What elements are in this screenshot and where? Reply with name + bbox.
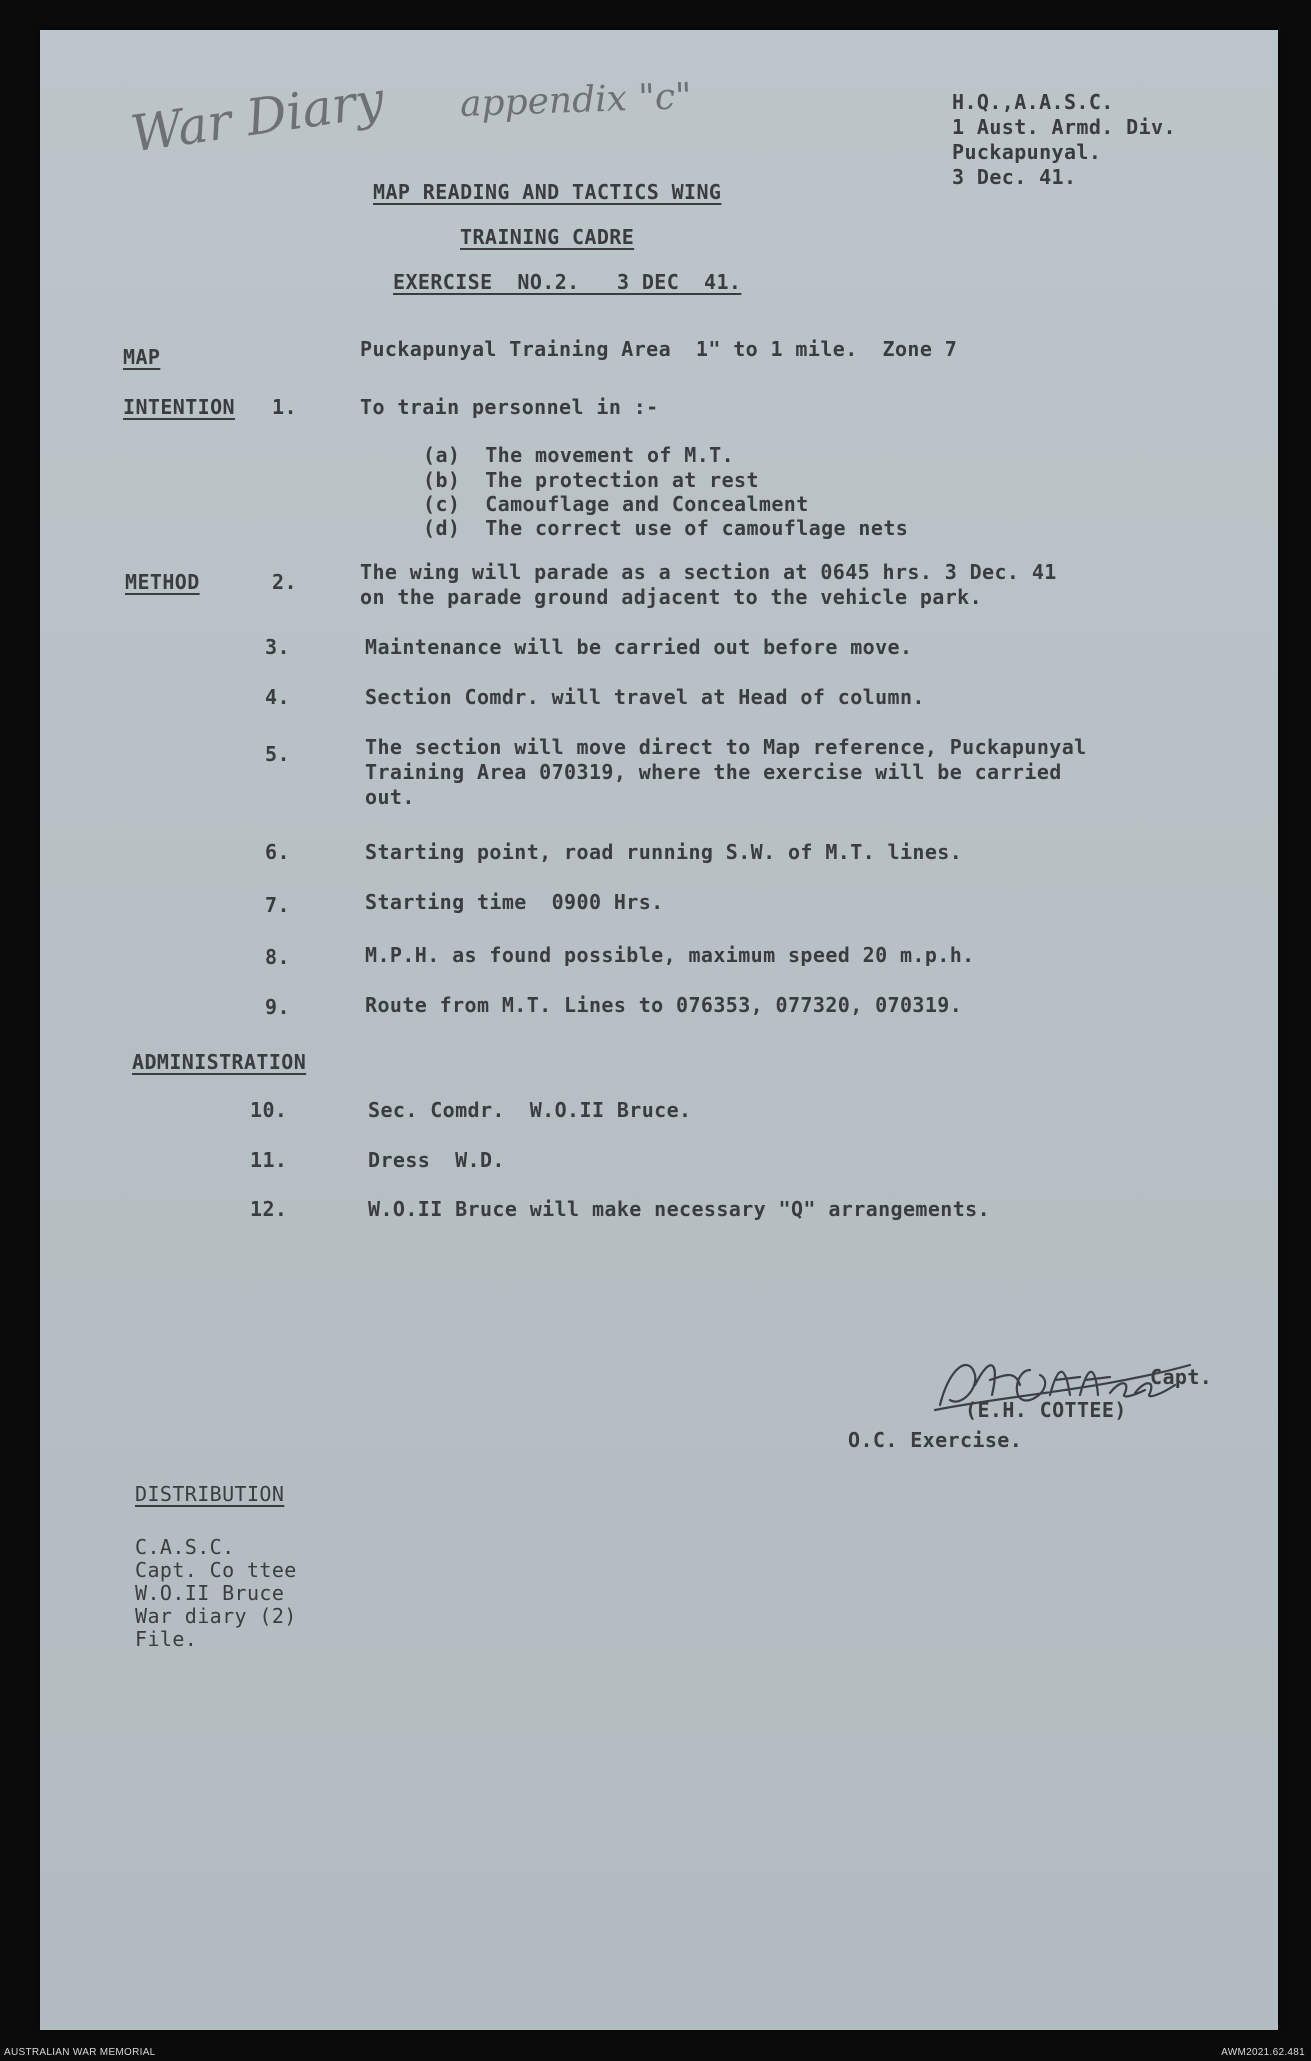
intention-item-a: (a) The movement of M.T. bbox=[423, 443, 735, 467]
method-num-8: 8. bbox=[265, 945, 290, 969]
signature-name: (E.H. COTTEE) bbox=[965, 1398, 1127, 1422]
method-4-line-1: Section Comdr. will travel at Head of column. bbox=[365, 685, 925, 709]
method-5-line-2: Training Area 070319, where the exercise will be carried bbox=[365, 760, 1062, 784]
method-num-7: 7. bbox=[265, 893, 290, 917]
intention-item-b: (b) The protection at rest bbox=[423, 468, 759, 492]
distribution-item-3: W.O.II Bruce bbox=[135, 1581, 285, 1605]
method-2-line-1: The wing will parade as a section at 0645 hrs. 3 Dec. 41 bbox=[360, 560, 1057, 584]
method-3-line-1: Maintenance will be carried out before move. bbox=[365, 635, 913, 659]
distribution-item-5: File. bbox=[135, 1627, 198, 1651]
method-7-line-1: Starting time 0900 Hrs. bbox=[365, 890, 664, 914]
signature-role: O.C. Exercise. bbox=[848, 1428, 1023, 1452]
intention-num: 1. bbox=[272, 395, 297, 419]
map-label: MAP bbox=[123, 345, 161, 369]
intention-text: To train personnel in :- bbox=[360, 395, 659, 419]
map-text: Puckapunyal Training Area 1" to 1 mile. Zone 7 bbox=[360, 337, 958, 361]
method-2-line-2: on the parade ground adjacent to the vehicle park. bbox=[360, 585, 983, 609]
title-wing: MAP READING AND TACTICS WING bbox=[373, 180, 722, 204]
method-6-line-1: Starting point, road running S.W. of M.T. lines. bbox=[365, 840, 963, 864]
handwritten-war-diary: War Diary bbox=[127, 70, 388, 164]
admin-num-10: 10. bbox=[250, 1098, 288, 1122]
distribution-label: DISTRIBUTION bbox=[135, 1482, 285, 1506]
header-line-3: Puckapunyal. bbox=[952, 140, 1102, 164]
admin-12-text: W.O.II Bruce will make necessary "Q" arrangements. bbox=[368, 1197, 991, 1221]
method-num-4: 4. bbox=[265, 685, 290, 709]
admin-num-11: 11. bbox=[250, 1148, 288, 1172]
header-line-2: 1 Aust. Armd. Div. bbox=[952, 115, 1176, 139]
footer-left: AUSTRALIAN WAR MEMORIAL bbox=[4, 2047, 156, 2058]
intention-label: INTENTION bbox=[123, 395, 235, 419]
handwritten-appendix: appendix "c" bbox=[459, 75, 693, 126]
method-num-6: 6. bbox=[265, 840, 290, 864]
distribution-item-1: C.A.S.C. bbox=[135, 1535, 235, 1559]
method-5-line-3: out. bbox=[365, 785, 415, 809]
method-num-3: 3. bbox=[265, 635, 290, 659]
admin-10-text: Sec. Comdr. W.O.II Bruce. bbox=[368, 1098, 692, 1122]
title-exercise: EXERCISE NO.2. 3 DEC 41. bbox=[393, 270, 742, 294]
admin-num-12: 12. bbox=[250, 1197, 288, 1221]
method-num-2: 2. bbox=[272, 570, 297, 594]
footer-right: AWM2021.62.481 bbox=[1221, 2047, 1305, 2058]
header-line-1: H.Q.,A.A.S.C. bbox=[952, 90, 1114, 114]
intention-item-d: (d) The correct use of camouflage nets bbox=[423, 516, 909, 540]
method-8-line-1: M.P.H. as found possible, maximum speed 20 m.p.h. bbox=[365, 943, 975, 967]
title-cadre: TRAINING CADRE bbox=[460, 225, 635, 249]
signature-rank: Capt. bbox=[1150, 1365, 1213, 1389]
header-line-4: 3 Dec. 41. bbox=[952, 165, 1077, 189]
document-page bbox=[40, 30, 1278, 2030]
method-label: METHOD bbox=[125, 570, 200, 594]
intention-item-c: (c) Camouflage and Concealment bbox=[423, 492, 809, 516]
distribution-item-2: Capt. Co ttee bbox=[135, 1558, 297, 1582]
administration-label: ADMINISTRATION bbox=[132, 1050, 307, 1074]
distribution-item-4: War diary (2) bbox=[135, 1604, 297, 1628]
method-num-5: 5. bbox=[265, 742, 290, 766]
method-num-9: 9. bbox=[265, 995, 290, 1019]
method-5-line-1: The section will move direct to Map reference, Puckapunyal bbox=[365, 735, 1087, 759]
admin-11-text: Dress W.D. bbox=[368, 1148, 505, 1172]
method-9-line-1: Route from M.T. Lines to 076353, 077320, 070319. bbox=[365, 993, 963, 1017]
